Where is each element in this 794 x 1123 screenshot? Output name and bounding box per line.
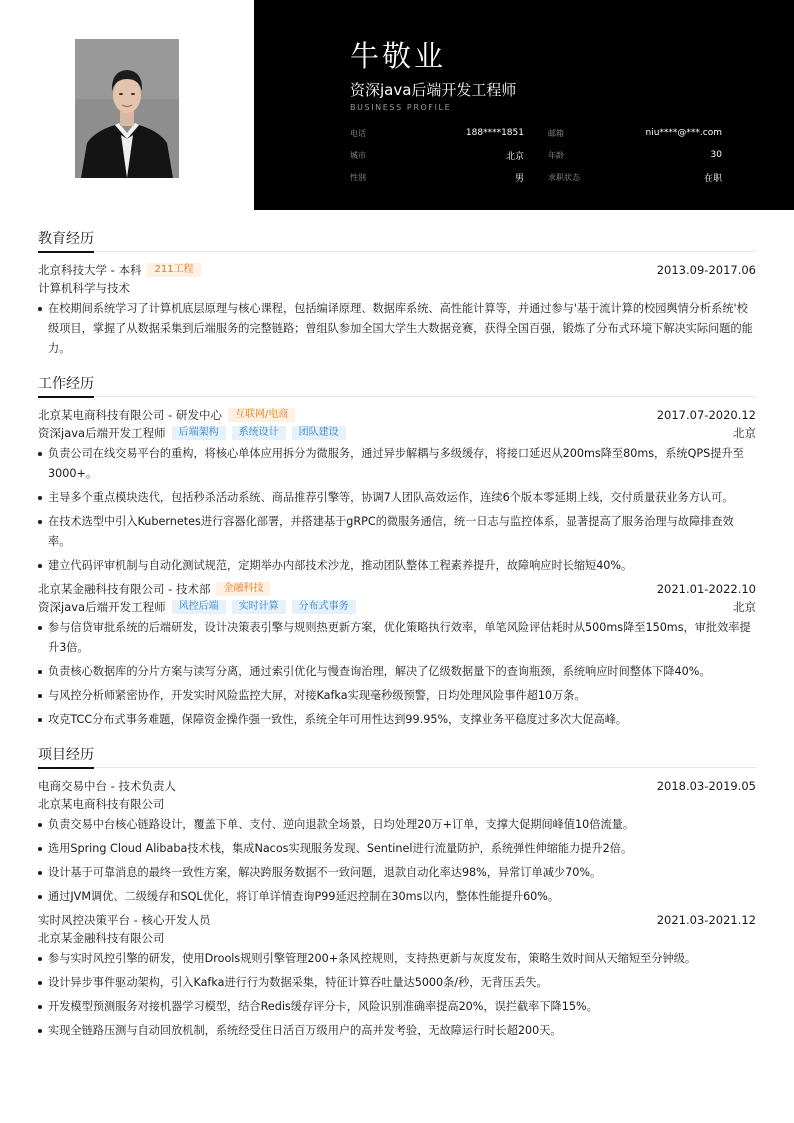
list-item: 与风控分析师紧密协作，开发实时风险监控大屏，对接Kafka实现毫秒级预警，日均处理风险事件超10万条。 (38, 686, 756, 706)
skill-tag: 分布式事务 (292, 600, 356, 614)
bullet-list (38, 299, 756, 359)
education-section (38, 228, 756, 359)
entry-period: 2017.07-2020.12 (656, 408, 756, 422)
bullet-list (38, 618, 756, 730)
project-company: 北京某电商科技有限公司 (38, 797, 165, 811)
role-line (38, 424, 756, 442)
work-section (38, 373, 756, 730)
list-item: 参与信贷审批系统的后端研发，设计决策表引擎与规则热更新方案，优化策略执行效率，单笔风险评估耗时从500ms降至150ms，审批效率提升3倍。 (38, 618, 756, 658)
list-item: 选用Spring Cloud Alibaba技术栈，集成Nacos实现服务发现、Sentinel进行流量防护，系统弹性伸缩能力提升2倍。 (38, 839, 756, 859)
industry-tag: 金融科技 (216, 582, 270, 596)
info-value: 30 (710, 150, 722, 160)
list-item: 负责公司在线交易平台的重构，将核心单体应用拆分为微服务，通过异步解耦与多级缓存，将接口延迟从200ms降至80ms，系统QPS提升至3000+。 (38, 444, 756, 484)
project-entry (38, 911, 756, 1041)
job-city: 北京 (733, 426, 756, 440)
job-entry (38, 580, 756, 730)
entry-period: 2013.09-2017.06 (656, 263, 756, 277)
info-city (350, 144, 524, 166)
list-item: 攻克TCC分布式事务难题，保障资金操作强一致性，系统全年可用性达到99.95%，支撑业务平稳度过多次大促高峰。 (38, 710, 756, 730)
bullet-list (38, 444, 756, 576)
company-name: 北京某金融科技有限公司 - 技术部 (38, 582, 211, 596)
skill-tag: 后端架构 (172, 426, 226, 440)
education-entry (38, 261, 756, 359)
industry-tag: 互联网/电商 (228, 408, 295, 422)
info-gender (350, 166, 524, 188)
list-item: 负责交易中台核心链路设计，覆盖下单、支付、逆向退款全场景，日均处理20万+订单，支撑大促期间峰值10倍流量。 (38, 815, 756, 835)
entry-period: 2021.03-2021.12 (656, 913, 756, 927)
info-status (524, 166, 722, 188)
list-item: 实现全链路压测与自动回放机制，系统经受住日活百万级用户的高并发考验，无故障运行时长超200天。 (38, 1021, 756, 1041)
job-role: 资深java后端开发工程师 (38, 426, 166, 440)
section-heading-text: 教育经历 (38, 228, 94, 253)
info-label: 邮箱 (548, 128, 564, 138)
project-entry (38, 777, 756, 907)
entry-period: 2021.01-2022.10 (656, 582, 756, 596)
entry-period: 2018.03-2019.05 (656, 779, 756, 793)
major: 计算机科学与技术 (38, 281, 130, 295)
info-label: 年龄 (548, 150, 564, 160)
contact-info (350, 122, 722, 188)
info-value: 北京 (505, 151, 524, 162)
skill-tag: 系统设计 (232, 426, 286, 440)
section-heading-text: 工作经历 (38, 373, 94, 398)
list-item: 参与实时风控引擎的研发，使用Drools规则引擎管理200+条风控规则，支持热更新与灰度发布，策略生效时间从天缩短至分钟级。 (38, 949, 756, 969)
list-item: 负责核心数据库的分片方案与读写分离，通过索引优化与慢查询治理，解决了亿级数据量下的查询瓶颈，系统响应时间整体下降40%。 (38, 662, 756, 682)
info-label: 城市 (350, 150, 366, 160)
school-tag: 211工程 (147, 263, 200, 277)
bullet-list (38, 949, 756, 1041)
skill-tag: 实时计算 (232, 600, 286, 614)
info-value: 在职 (703, 173, 722, 184)
entry-header (38, 406, 756, 424)
info-value: niu****@***.com (645, 128, 722, 138)
job-city: 北京 (733, 600, 756, 614)
info-email (524, 122, 722, 144)
job-role: 资深java后端开发工程师 (38, 600, 166, 614)
resume-content (38, 228, 756, 1055)
section-heading (38, 744, 756, 768)
project-name: 电商交易中台 - 技术负责人 (38, 779, 176, 793)
profile-subtitle: BUSINESS PROFILE (350, 103, 452, 112)
entry-header (38, 261, 756, 279)
profile-header (254, 0, 794, 210)
info-value: 188****1851 (465, 128, 524, 138)
list-item: 开发模型预测服务对接机器学习模型，结合Redis缓存评分卡，风险识别准确率提高20%，误拦截率下降15%。 (38, 997, 756, 1017)
info-age (524, 144, 722, 166)
job-entry (38, 406, 756, 576)
section-heading (38, 228, 756, 252)
skill-tag: 团队建设 (292, 426, 346, 440)
section-heading (38, 373, 756, 397)
list-item: 在校期间系统学习了计算机底层原理与核心课程，包括编译原理、数据库系统、高性能计算等，并通过参与'基于流计算的校园舆情分析系统'校级项目，掌握了从数据采集到后端服务的完整链路；曾组队参加全国大学生大数据竞赛，获得全国百强，锻炼了分布式环境下解决实际问题的能力。 (38, 299, 756, 359)
info-label: 性别 (350, 172, 366, 182)
entry-header (38, 777, 756, 795)
bullet-list (38, 815, 756, 907)
section-heading-text: 项目经历 (38, 744, 94, 769)
list-item: 建立代码评审机制与自动化测试规范，定期举办内部技术沙龙，推动团队整体工程素养提升，故障响应时长缩短40%。 (38, 556, 756, 576)
list-item: 主导多个重点模块迭代，包括秒杀活动系统、商品推荐引擎等，协调7人团队高效运作，连续6个版本零延期上线，交付质量获业务方认可。 (38, 488, 756, 508)
list-item: 设计基于可靠消息的最终一致性方案，解决跨服务数据不一致问题，退款自动化率达98%，异常订单减少70%。 (38, 863, 756, 883)
company-name: 北京某电商科技有限公司 - 研发中心 (38, 408, 222, 422)
info-label: 求职状态 (548, 172, 580, 182)
role-line (38, 598, 756, 616)
project-name: 实时风控决策平台 - 核心开发人员 (38, 913, 211, 927)
info-value: 男 (514, 173, 524, 184)
info-phone (350, 122, 524, 144)
list-item: 在技术选型中引入Kubernetes进行容器化部署，并搭建基于gRPC的微服务通信，统一日志与监控体系，显著提高了服务治理与故障排查效率。 (38, 512, 756, 552)
school-name: 北京科技大学 - 本科 (38, 263, 142, 277)
info-label: 电话 (350, 128, 366, 138)
candidate-title: 资深java后端开发工程师 (350, 81, 517, 99)
projects-section (38, 744, 756, 1041)
project-company: 北京某金融科技有限公司 (38, 931, 165, 945)
profile-photo (75, 39, 179, 178)
list-item: 设计异步事件驱动架构，引入Kafka进行行为数据采集，特征计算吞吐量达5000条/秒，无背压丢失。 (38, 973, 756, 993)
entry-header (38, 580, 756, 598)
skill-tag: 风控后端 (172, 600, 226, 614)
candidate-name: 牛敬业 (350, 39, 447, 73)
entry-header (38, 911, 756, 929)
list-item: 通过JVM调优、二级缓存和SQL优化，将订单详情查询P99延迟控制在30ms以内，整体性能提升60%。 (38, 887, 756, 907)
